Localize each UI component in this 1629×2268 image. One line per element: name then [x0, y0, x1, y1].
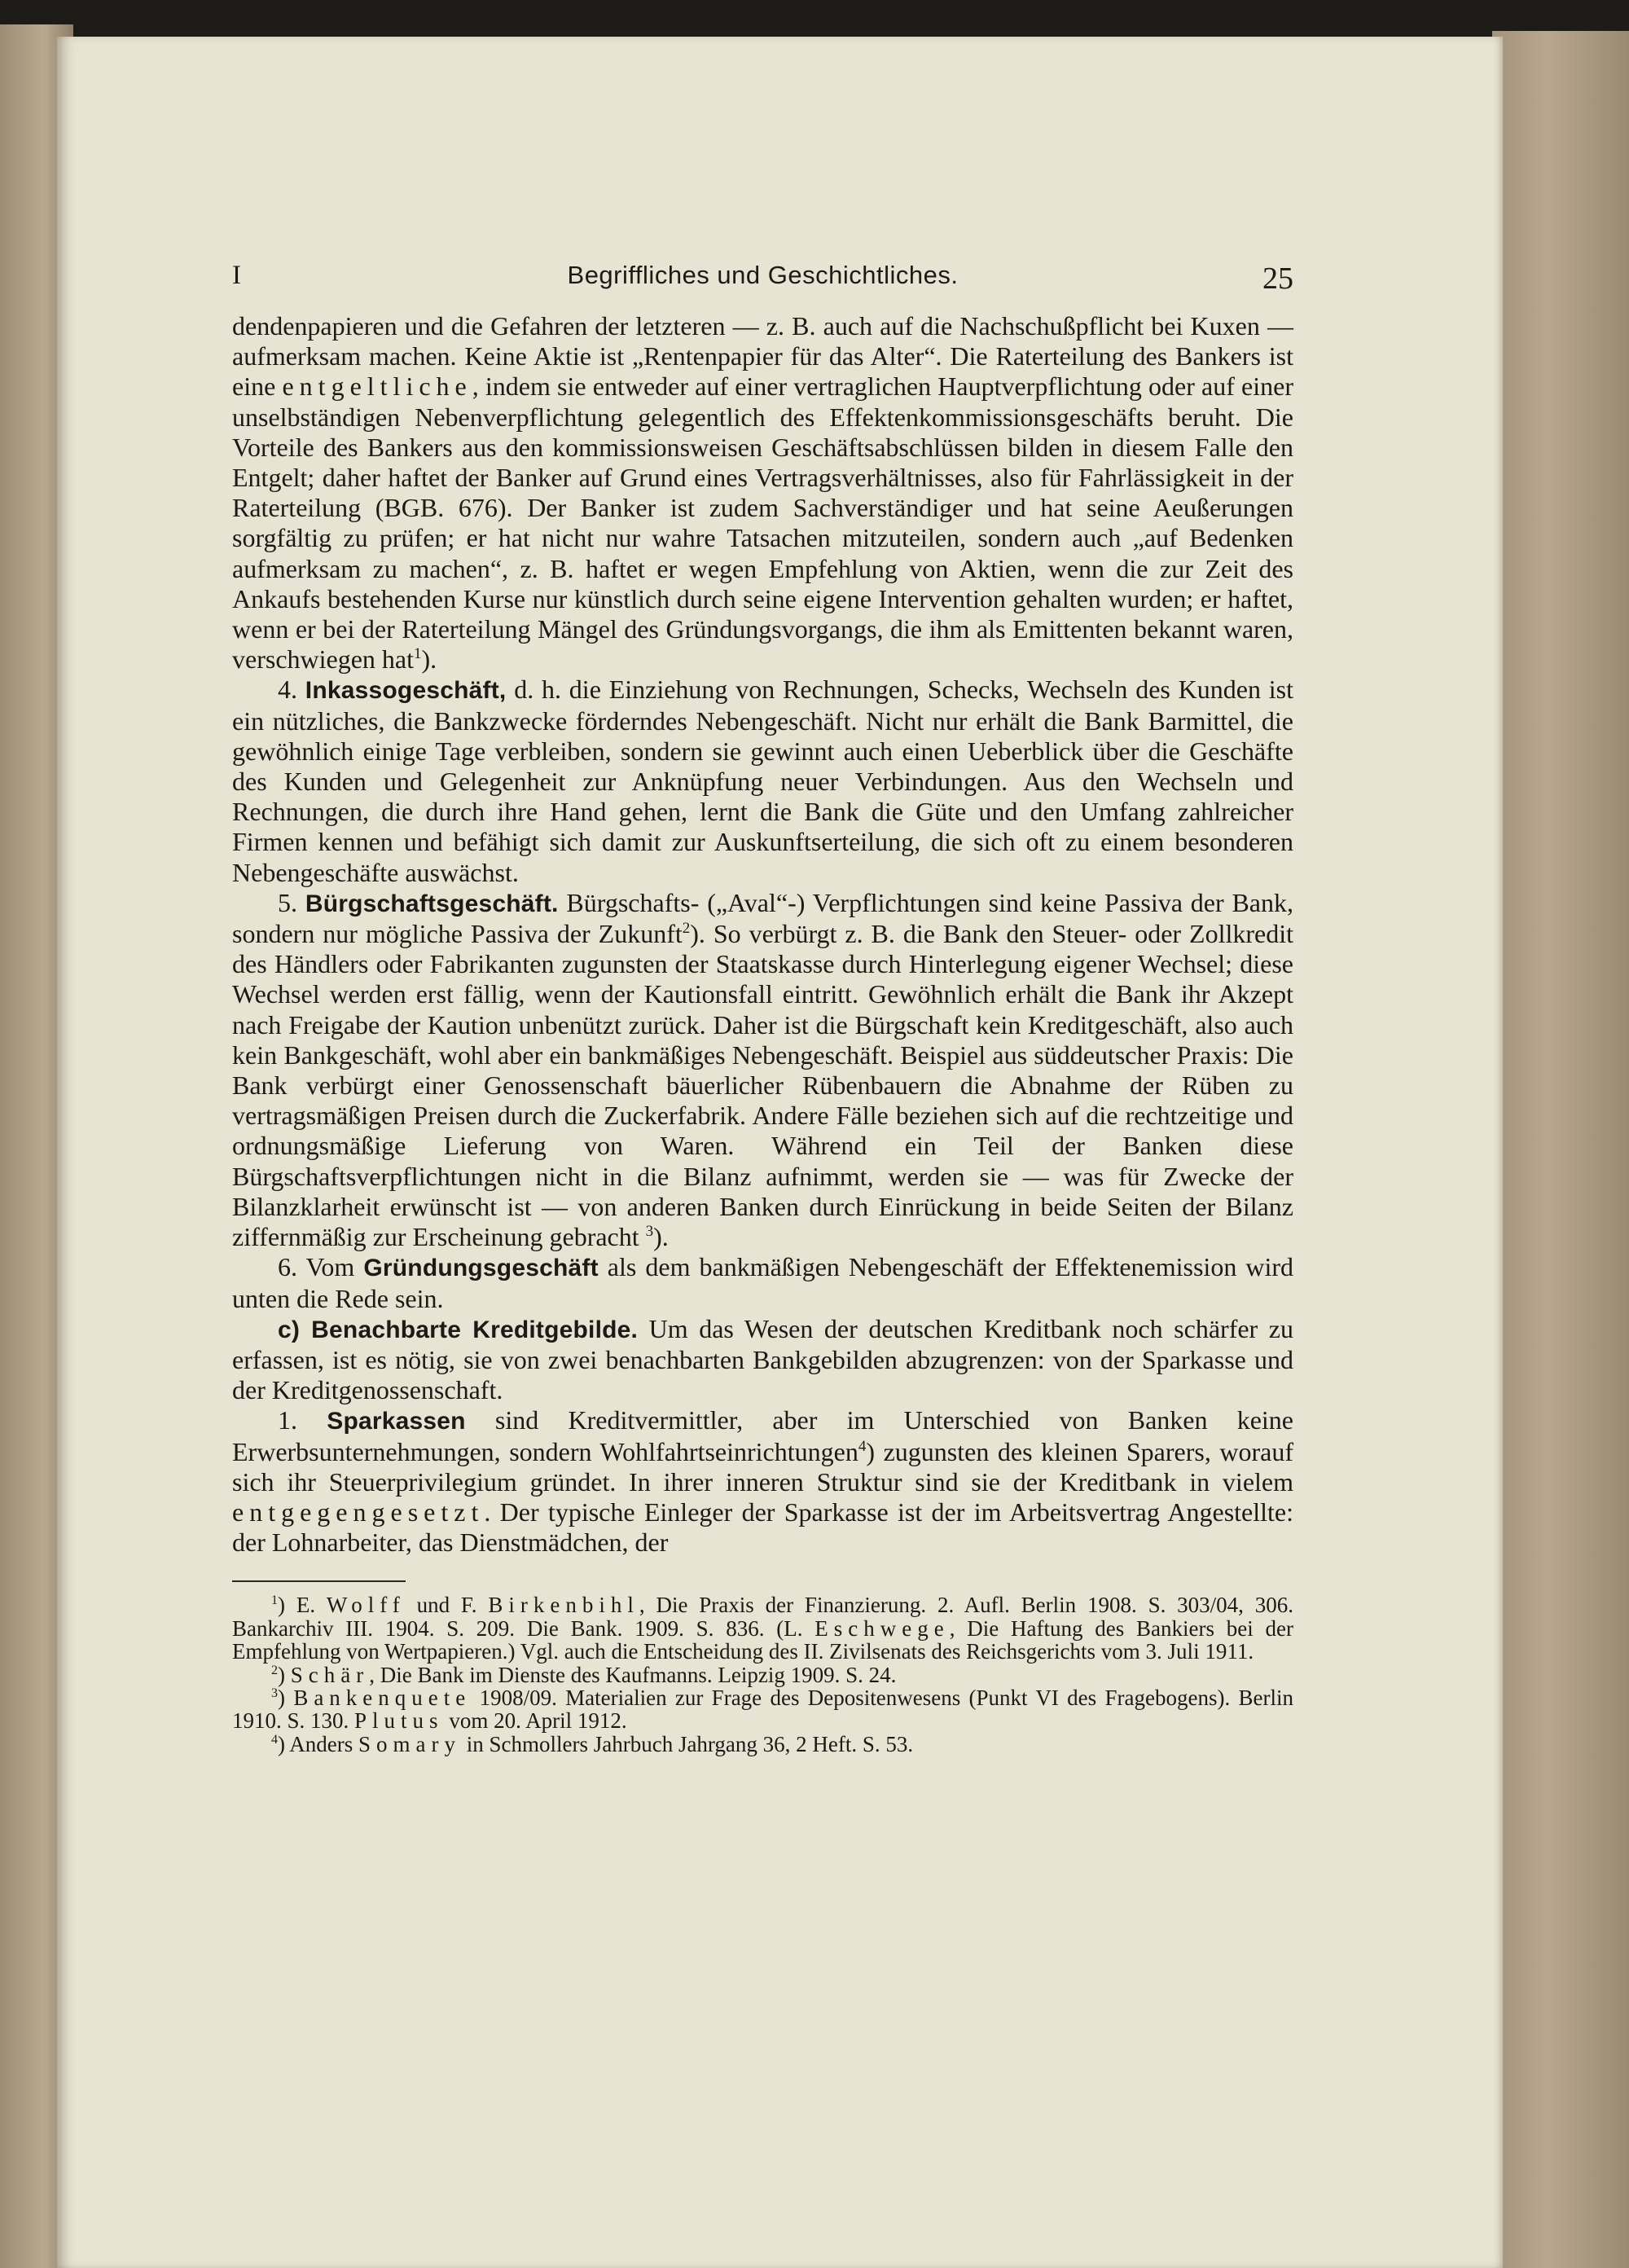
spaced-emphasis: entgegengesetzt	[232, 1497, 485, 1527]
footnote-2: $^2$) Schär, Die Bank im Dienste des Kaufmanns. Leipzig 1909. S. 24.	[271, 1662, 897, 1687]
footnotes	[232, 1593, 1293, 1756]
book-page	[57, 37, 1503, 2268]
spaced-emphasis: entgeltliche	[282, 371, 472, 402]
paragraph-gruendung: 6. Vom Gründungsgeschäft als dem bankmäßigen Nebengeschäft der Effektenemission wird unten die Rede sein.	[232, 1252, 1294, 1313]
section-heading: Bürgschaftsgeschäft.	[305, 890, 559, 917]
section-heading: c) Benachbarte Kreditgebilde.	[278, 1316, 639, 1343]
body-text	[232, 311, 1293, 1558]
running-title: Begriffliches und Geschichtliches.	[567, 261, 959, 289]
footnote-ref: 2	[682, 920, 691, 938]
paragraph-inkasso: 4. Inkassogeschäft, d. h. die Einziehung von Rechnungen, Schecks, Wechseln des Kunden ist ein nützliches, die Bankzwecke förderndes Nebengeschäft. Nicht nur erhält die Bank Barmittel, die gewöhnlich einige Tage verbleiben, sondern sie gewinnt auch einen Ueberblick über die Geschäfte des Kunden und Gelegenheit zur Anknüpfung neuer Verbindungen. Aus den Wechseln und Rechnungen, die durch ihre Hand gehen, lernt die Bank die Güte und den Umfang zahlreicher Firmen kennen und befähigt sich damit zur Auskunftserteilung, die sich oft zu einem besonderen Nebengeschäfte auswächst.	[232, 675, 1294, 887]
paragraph-sparkassen: 1. Sparkassen sind Kreditvermittler, aber im Unterschied von Banken keine Erwerbsunternehmungen, sondern Wohlfahrtseinrichtungen$^4$) zugunsten des kleinen Sparers, worauf sich ihr Steuerprivilegium gründet. In ihrer inneren Struktur sind sie der Kreditbank in vielem entgegengesetzt. Der typische Einleger der Sparkasse ist der im Arbeitsvertrag Angestellte: der Lohnarbeiter, das Dienstmädchen, der	[232, 1405, 1294, 1558]
section-heading: Inkassogeschäft,	[305, 677, 507, 705]
item-number: 5.	[278, 887, 297, 917]
section-heading: Sparkassen	[327, 1408, 466, 1435]
paragraph-buergschaft: 5. Bürgschaftsgeschäft. Bürgschafts- („Aval“-) Verpflichtungen sind keine Passiva der Bank, sondern nur mögliche Passiva der Zukunft$^2$). So verbürgt z. B. die Bank den Steuer- oder Zollkredit des Händlers oder Fabrikanten zugunsten der Staatskasse durch Hinterlegung eigener Wechsel; diese Wechsel werden erst fällig, wenn der Kautionsfall eintritt. Gewöhnlich erhält die Bank ihr Akzept nach Freigabe der Kaution unbenützt zurück. Daher ist die Bürgschaft kein Kreditgeschäft, also auch kein Bankgeschäft, wohl aber ein bankmäßiges Nebengeschäft. Beispiel aus süddeutscher Praxis: Die Bank verbürgt einer Genossenschaft bäuerlicher Rübenbauern die Abnahme der Rüben zu vertragsmäßigen Preisen durch die Zuckerfabrik. Andere Fälle beziehen sich auf die rechtzeitige und ordnungsmäßige Lieferung von Waren. Während ein Teil der Banken diese Bürgschaftsverpflichtungen nicht in die Bilanz aufnimmt, werden sie — was für Zwecke der Bilanzklarheit erwünscht ist — von anderen Banken durch Einrückung in beide Seiten der Bilanz ziffernmäßig zur Erscheinung gebracht $^3$).	[232, 887, 1294, 1252]
item-number: 6.	[278, 1252, 297, 1282]
item-number: 4.	[278, 675, 297, 705]
footnote-ref: 4	[858, 1437, 867, 1455]
book-cover-right-edge	[1492, 31, 1629, 2268]
page-number: 25	[1262, 262, 1293, 296]
paragraph-benachbarte: c) Benachbarte Kreditgebilde. Um das Wesen der deutschen Kreditbank noch schärfer zu erfassen, ist es nötig, sie von zwei benachbarten Bankgebilden abzugrenzen: von der Sparkasse und der Kreditgenossenschaft.	[232, 1313, 1293, 1405]
section-heading: Gründungsgeschäft	[363, 1255, 599, 1282]
chapter-number: I	[232, 261, 241, 290]
paragraph-continuation: dendenpapieren und die Gefahren der letzteren — z. B. auch auf die Nachschußpflicht bei Kuxen — aufmerksam machen. Keine Aktie ist „Rentenpapier für das Alter“. Die Raterteilung des Bankers ist eine entgeltliche, indem sie entweder auf einer vertraglichen Hauptverpflichtung oder auf einer unselbständigen Nebenverpflichtung gelegentlich des Effektenkommissionsgeschäfts beruht. Die Vorteile des Bankers aus den kommissionsweisen Geschäftsabschlüssen bilden in diesem Falle den Entgelt; daher haftet der Banker auf Grund eines Vertragsverhältnisses, also für Fahrlässigkeit in der Raterteilung (BGB. 676). Der Banker ist zudem Sachverständiger und hat seine Aeußerungen sorgfältig zu prüfen; er hat nicht nur wahre Tatsachen mitzuteilen, sondern auch „auf Bedenken aufmerksam zu machen“, z. B. haftet er wegen Empfehlung von Aktien, wenn die zur Zeit des Ankaufs bestehenden Kurse nur künstlich durch seine eigene Intervention gehalten wurden; er haftet, wenn er bei der Raterteilung Mängel des Gründungsvorgangs, die ihm als Emittenten bekannt waren, verschwiegen hat$^1$).	[232, 311, 1294, 675]
footnote-4: $^4$) Anders Somary in Schmollers Jahrbuch Jahrgang 36, 2 Heft. S. 53.	[271, 1731, 914, 1756]
footnote-ref: 3	[645, 1223, 654, 1241]
footnote-ref: 1	[414, 645, 422, 663]
footnote-rule	[232, 1580, 406, 1582]
footnote-1: $^1$) E. Wolff und F. Birkenbihl, Die Praxis der Finanzierung. 2. Aufl. Berlin 1908. S. 303/04, 306. Bankarchiv III. 1904. S. 209. Die Bank. 1909. S. 836. (L. Eschwege, Die Haftung des Bankiers bei der Empfehlung von Wertpapieren.) Vgl. auch die Entscheidung des II. Zivilsenats des Reichsgerichts vom 3. Juli 1911.	[232, 1593, 1294, 1664]
footnote-3: $^3$) Bankenquete 1908/09. Materialien zur Frage des Depositenwesens (Punkt VI des Fragebogens). Berlin 1910. S. 130. Plutus vom 20. April 1912.	[232, 1685, 1293, 1734]
item-number: 1.	[278, 1405, 297, 1435]
page-content	[232, 261, 1293, 1756]
running-head	[232, 261, 1293, 301]
